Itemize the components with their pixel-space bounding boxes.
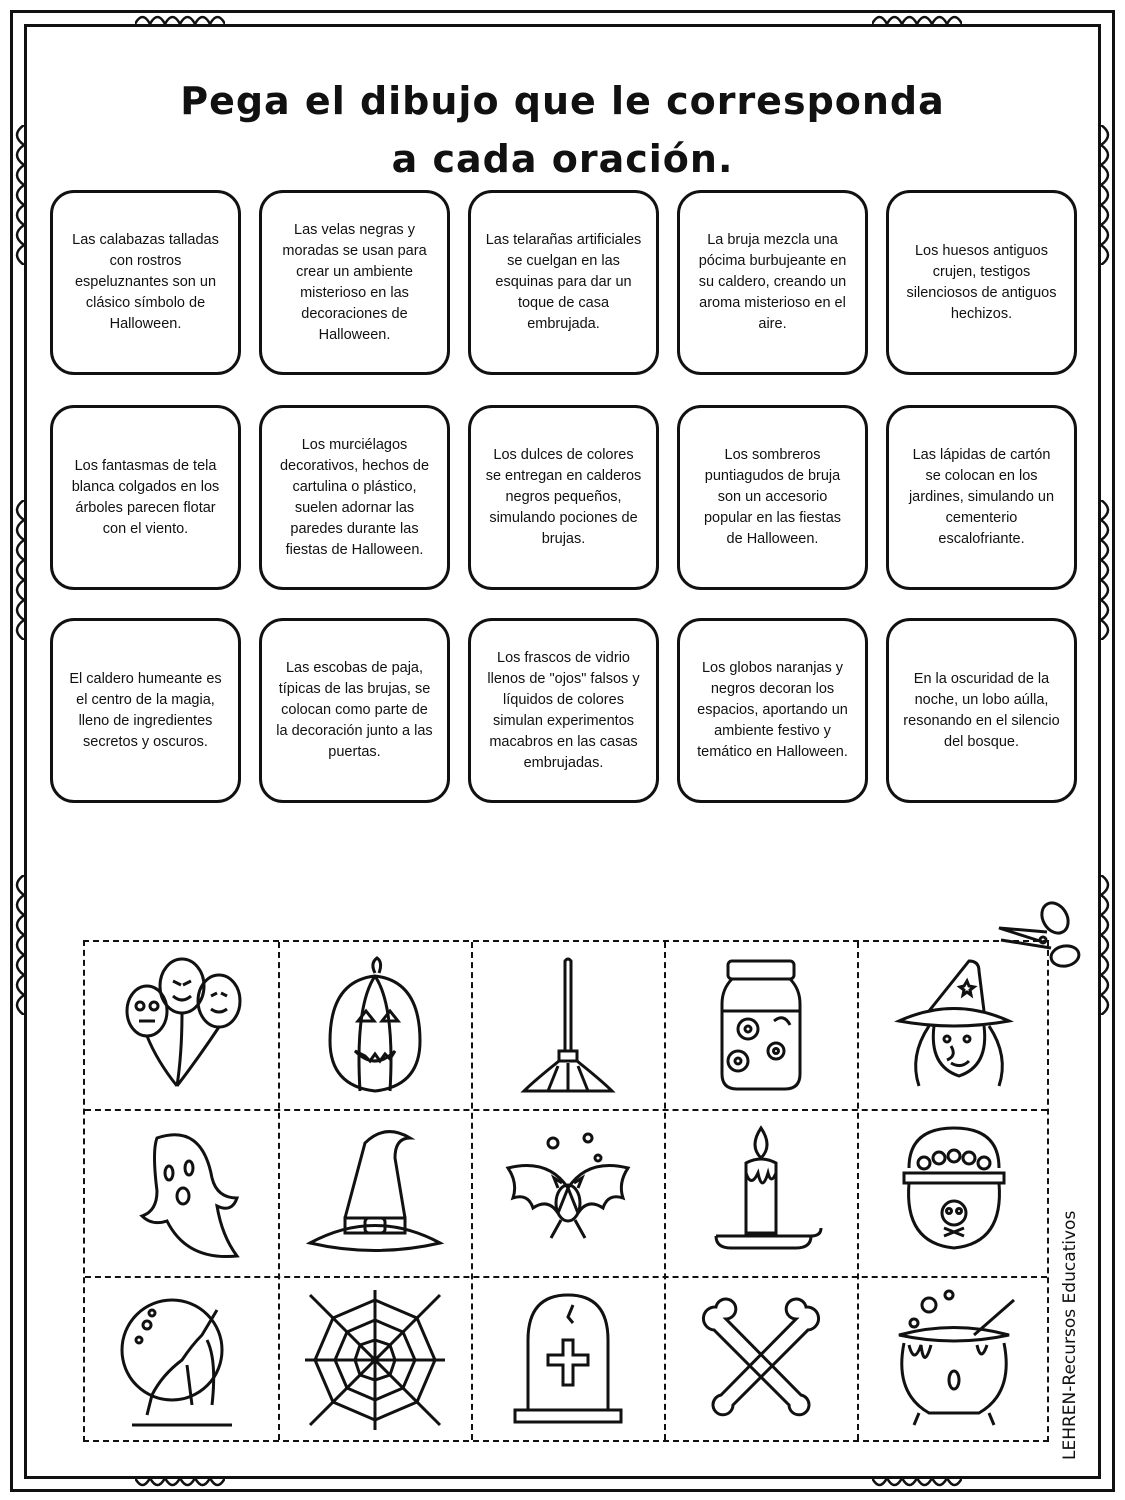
sentence-card: Las calabazas talladas con rostros espeluznantes son un clásico símbolo de Halloween. xyxy=(50,190,241,375)
candy-cauldron-icon xyxy=(879,1118,1029,1268)
picture-cell[interactable] xyxy=(471,942,664,1109)
balloons-icon xyxy=(107,951,257,1101)
spiderweb-icon xyxy=(300,1285,450,1435)
picture-cell[interactable] xyxy=(857,1276,1050,1443)
sentence-cards-grid xyxy=(50,190,1080,805)
picture-cell[interactable] xyxy=(857,1109,1050,1276)
tombstone-icon xyxy=(493,1285,643,1435)
wolf-moon-icon xyxy=(107,1285,257,1435)
sentence-card: Los dulces de colores se entregan en calderos negros pequeños, simulando pociones de brujas. xyxy=(468,405,659,590)
top-scallop-right xyxy=(872,10,962,26)
title-line-1: Pega el dibujo que le corresponda xyxy=(180,79,945,123)
picture-cell[interactable] xyxy=(85,1276,278,1443)
pumpkin-icon xyxy=(300,951,450,1101)
witch-icon xyxy=(879,951,1029,1101)
picture-cell[interactable] xyxy=(664,1109,857,1276)
sentence-card: Las escobas de paja, típicas de las brujas, se colocan como parte de la decoración junto a las puertas. xyxy=(259,618,450,803)
top-scallop-left xyxy=(135,10,225,26)
picture-cell[interactable] xyxy=(471,1276,664,1443)
page-title xyxy=(0,72,1125,188)
picture-cell[interactable] xyxy=(664,1276,857,1443)
sentence-card: El caldero humeante es el centro de la magia, lleno de ingredientes secretos y oscuros. xyxy=(50,618,241,803)
picture-cell[interactable] xyxy=(278,942,471,1109)
credit-text: LEHREN-Recursos Educativos xyxy=(1060,1210,1080,1460)
sentence-card: La bruja mezcla una pócima burbujeante en su caldero, creando un aroma misterioso en el aire. xyxy=(677,190,868,375)
left-scallop-3 xyxy=(10,875,26,1015)
eye-jar-icon xyxy=(686,951,836,1101)
cutout-sheet xyxy=(83,940,1049,1442)
right-scallop-3 xyxy=(1099,875,1115,1015)
bottom-scallop-right xyxy=(872,1476,962,1492)
right-scallop-2 xyxy=(1099,500,1115,640)
picture-cell[interactable] xyxy=(471,1109,664,1276)
sentence-card: Los frascos de vidrio llenos de "ojos" falsos y líquidos de colores simulan experimentos macabros en las casas embrujadas. xyxy=(468,618,659,803)
sentence-card: Los globos naranjas y negros decoran los espacios, aportando un ambiente festivo y temático en Halloween. xyxy=(677,618,868,803)
left-scallop-2 xyxy=(10,500,26,640)
title-line-2: a cada oración. xyxy=(391,137,734,181)
picture-cell[interactable] xyxy=(85,1109,278,1276)
picture-cell[interactable] xyxy=(85,942,278,1109)
sentence-card: Los murciélagos decorativos, hechos de cartulina o plástico, suelen adornar las paredes durante las fiestas de Halloween. xyxy=(259,405,450,590)
broom-icon xyxy=(493,951,643,1101)
bubbling-cauldron-icon xyxy=(879,1285,1029,1435)
picture-cell[interactable] xyxy=(664,942,857,1109)
picture-cell[interactable] xyxy=(278,1109,471,1276)
candle-icon xyxy=(686,1118,836,1268)
sentence-card: Los fantasmas de tela blanca colgados en los árboles parecen flotar con el viento. xyxy=(50,405,241,590)
ghost-icon xyxy=(107,1118,257,1268)
sentence-card: Las lápidas de cartón se colocan en los jardines, simulando un cementerio escalofriante. xyxy=(886,405,1077,590)
sentence-card: En la oscuridad de la noche, un lobo aúlla, resonando en el silencio del bosque. xyxy=(886,618,1077,803)
witch-hat-icon xyxy=(300,1118,450,1268)
bottom-scallop-left xyxy=(135,1476,225,1492)
sentence-card: Las velas negras y moradas se usan para crear un ambiente misterioso en las decoraciones de Halloween. xyxy=(259,190,450,375)
bat-icon xyxy=(493,1118,643,1268)
sentence-card: Los huesos antiguos crujen, testigos silenciosos de antiguos hechizos. xyxy=(886,190,1077,375)
picture-cell[interactable] xyxy=(278,1276,471,1443)
sentence-card: Los sombreros puntiagudos de bruja son un accesorio popular en las fiestas de Halloween. xyxy=(677,405,868,590)
crossbones-icon xyxy=(686,1285,836,1435)
sentence-card: Las telarañas artificiales se cuelgan en las esquinas para dar un toque de casa embrujada. xyxy=(468,190,659,375)
picture-cell[interactable] xyxy=(857,942,1050,1109)
